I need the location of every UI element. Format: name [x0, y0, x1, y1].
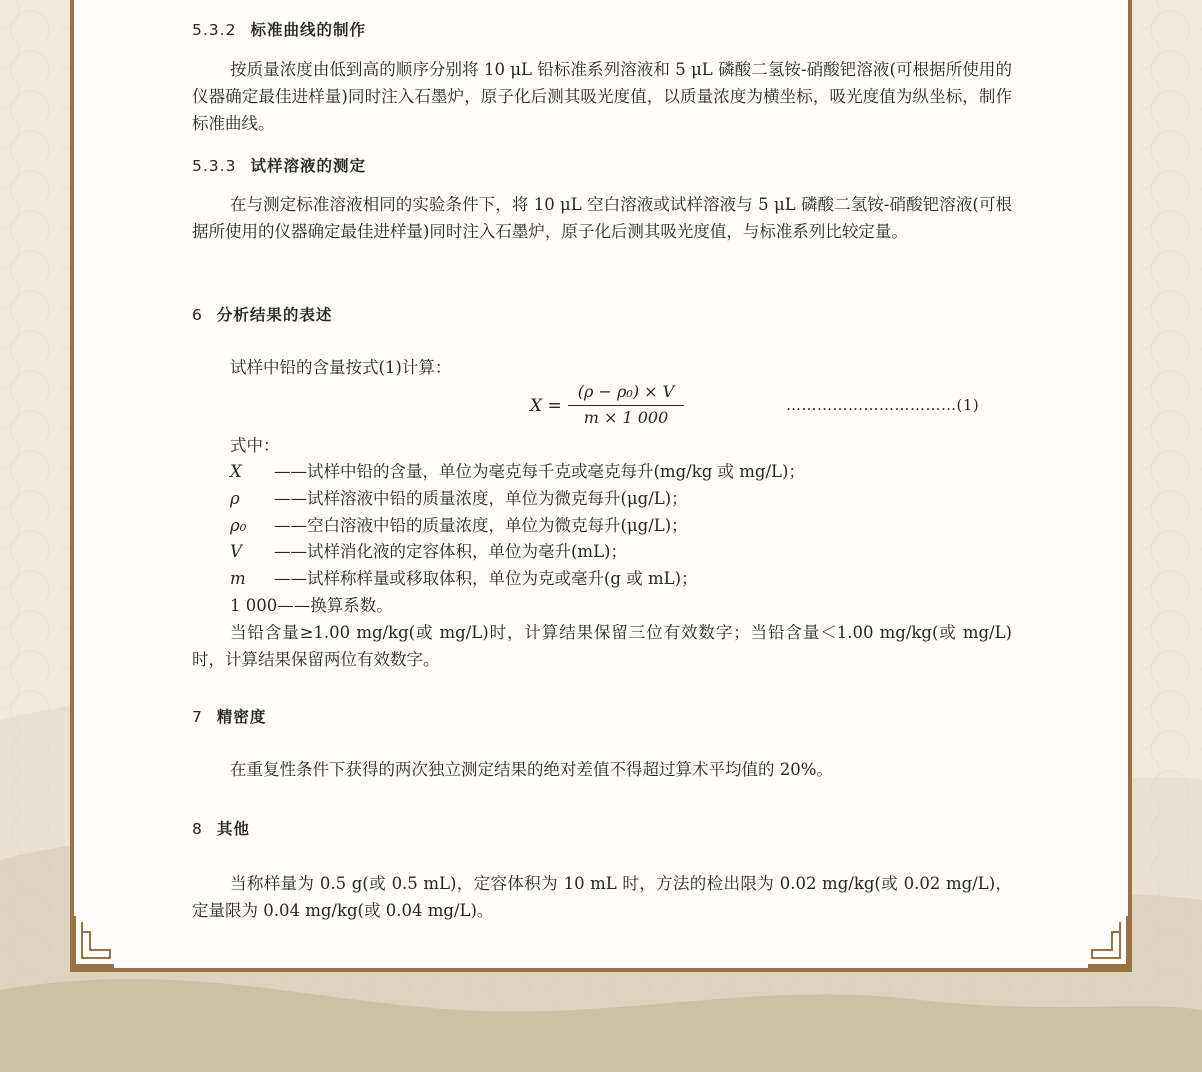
section-number: 7 — [192, 708, 203, 726]
var-definition: ——试样消化液的定容体积，单位为毫升(mL)； — [274, 542, 627, 561]
formula-numerator: (ρ − ρ₀) × V — [577, 382, 675, 401]
equation-number: ……………………………(1) — [786, 396, 980, 414]
section-number: 6 — [192, 306, 203, 324]
section-title: 其他 — [216, 820, 250, 838]
var-symbol: ρ — [230, 489, 240, 508]
heading-7 — [192, 705, 266, 727]
var-definition: ——空白溶液中铅的质量浓度，单位为微克每升(μg/L)； — [274, 516, 688, 535]
formula-denominator: m × 1 000 — [583, 408, 669, 427]
formula-lhs: X = — [530, 396, 562, 416]
paragraph-detection-limit: 当称样量为 0.5 g(或 0.5 mL)，定容体积为 10 mL 时，方法的检出限为 0.02 mg/kg(或 0.02 mg/L)，定量限为 0.04 mg/kg(或 0.04 mg/L)。 — [192, 874, 1012, 920]
corner-ornament-left — [72, 916, 116, 968]
var-symbol: X — [230, 462, 242, 481]
section-title: 分析结果的表述 — [216, 306, 333, 324]
var-definition: ——试样溶液中铅的质量浓度，单位为微克每升(μg/L)； — [274, 489, 688, 508]
var-symbol: ρ₀ — [230, 516, 247, 535]
formula-1 — [530, 382, 690, 432]
paragraph-sample-measurement: 在与测定标准溶液相同的实验条件下，将 10 μL 空白溶液或试样溶液与 5 μL 磷酸二氢铵-硝酸钯溶液(可根据所使用的仪器确定最佳进样量)同时注入石墨炉，原子化后测其吸光度值，与标准系列比较定量。 — [192, 195, 1012, 241]
heading-6 — [192, 303, 332, 325]
paragraph-precision: 在重复性条件下获得的两次独立测定结果的绝对差值不得超过算术平均值的 20%。 — [230, 760, 833, 779]
heading-5-3-2 — [192, 18, 366, 40]
paragraph-standard-curve: 按质量浓度由低到高的顺序分别将 10 μL 铅标准系列溶液和 5 μL 磷酸二氢铵-硝酸钯溶液(可根据所使用的仪器确定最佳进样量)同时注入石墨炉，原子化后测其吸光度值，以质量浓度为横坐标，吸光度值为纵坐标，制作标准曲线。 — [192, 60, 1012, 133]
formula-intro: 试样中铅的含量按式(1)计算： — [230, 358, 452, 377]
section-title: 试样溶液的测定 — [250, 157, 366, 175]
heading-8 — [192, 817, 250, 839]
where-label: 式中： — [230, 436, 280, 455]
corner-ornament-right — [1086, 916, 1130, 968]
var-definition: ——试样中铅的含量，单位为毫克每千克或毫克每升(mg/kg 或 mg/L)； — [274, 462, 805, 481]
var-definition: ——试样称样量或移取体积，单位为克或毫升(g 或 mL)； — [274, 569, 698, 588]
section-title: 标准曲线的制作 — [250, 21, 366, 39]
paragraph-significant-digits: 当铅含量≥1.00 mg/kg(或 mg/L)时，计算结果保留三位有效数字；当铅含量＜1.00 mg/kg(或 mg/L)时，计算结果保留两位有效数字。 — [192, 623, 1012, 669]
section-number: 5.3.3 — [192, 157, 237, 175]
heading-5-3-3 — [192, 154, 366, 176]
section-number: 5.3.2 — [192, 21, 237, 39]
var-symbol: m — [230, 569, 246, 588]
var-symbol: V — [230, 542, 242, 561]
section-number: 8 — [192, 820, 203, 838]
fraction-bar — [568, 405, 684, 406]
conversion-factor: 1 000——换算系数。 — [230, 596, 393, 615]
section-title: 精密度 — [216, 708, 267, 726]
